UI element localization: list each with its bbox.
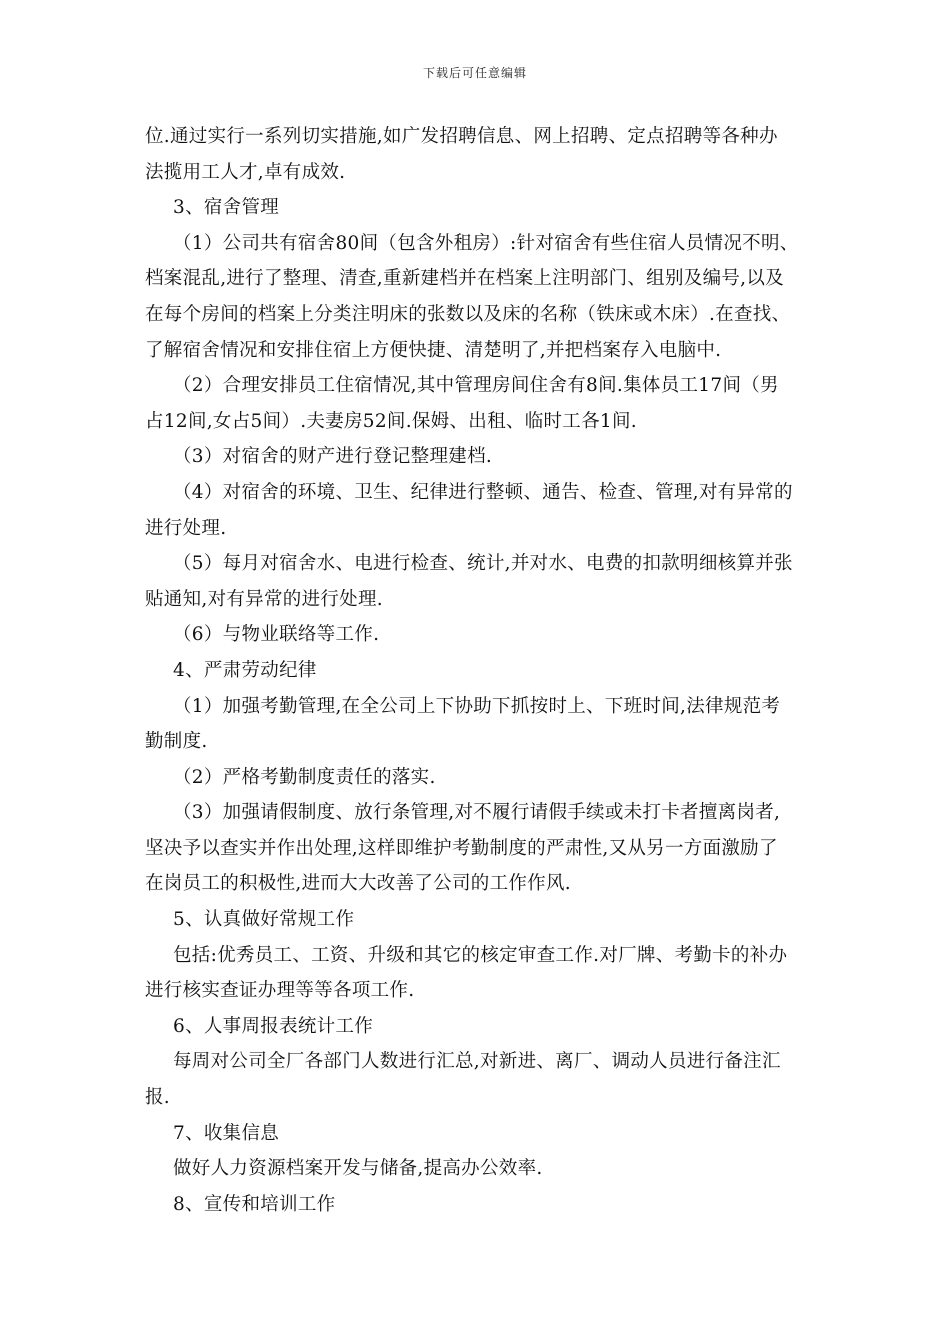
text-line: （3）加强请假制度、放行条管理,对不履行请假手续或未打卡者擅离岗者, [173,802,781,824]
text-line: （2）合理安排员工住宿情况,其中管理房间住舍有8间.集体员工17间（男 [173,375,779,397]
text-line: 进行核实查证办理等等各项工作. [145,980,415,1002]
text-line: （3）对宿舍的财产进行登记整理建档. [173,446,493,468]
text-line: 勤制度. [145,731,208,753]
section-heading: 6、人事周报表统计工作 [173,1015,374,1037]
text-line: （4）对宿舍的环境、卫生、纪律进行整顿、通告、检查、管理,对有异常的 [173,481,793,503]
text-line: 报. [145,1087,170,1109]
section-heading: 4、严肃劳动纪律 [173,659,317,681]
text-line: 进行处理. [145,517,227,539]
text-line: 了解宿舍情况和安排住宿上方便快捷、清楚明了,并把档案存入电脑中. [145,339,722,361]
text-line: 做好人力资源档案开发与储备,提高办公效率. [173,1158,543,1180]
text-line: 坚决予以查实并作出处理,这样即维护考勤制度的严肃性,又从另一方面激励了 [145,837,778,859]
text-line: 占12间,女占5间）.夫妻房52间.保姆、出租、临时工各1间. [145,410,637,432]
text-line: 在每个房间的档案上分类注明床的张数以及床的名称（铁床或木床）.在查找、 [145,303,791,325]
text-line: （1）公司共有宿舍80间（包含外租房）:针对宿舍有些住宿人员情况不明、 [173,232,799,254]
text-line: 位.通过实行一系列切实措施,如广发招聘信息、网上招聘、定点招聘等各种办 [145,126,778,147]
page-header-note: 下载后可任意编辑 [422,66,527,80]
text-line: 每周对公司全厂各部门人数进行汇总,对新进、离厂、调动人员进行备注汇 [173,1051,781,1073]
document-body [145,119,815,1222]
section-heading: 7、收集信息 [173,1122,280,1144]
text-line: （6）与物业联络等工作. [173,624,380,646]
section-heading: 5、认真做好常规工作 [173,909,355,931]
text-line: （5）每月对宿舍水、电进行检查、统计,并对水、电费的扣款明细核算并张 [173,553,793,575]
text-line: 档案混乱,进行了整理、清查,重新建档并在档案上注明部门、组别及编号,以及 [145,268,784,290]
text-line: 在岗员工的积极性,进而大大改善了公司的工作作风. [145,873,571,895]
text-line: （1）加强考勤管理,在全公司上下协助下抓按时上、下班时间,法律规范考 [173,695,781,717]
section-heading: 8、宣传和培训工作 [173,1193,336,1215]
text-line: （2）严格考勤制度责任的落实. [173,766,436,788]
text-line: 法揽用工人才,卓有成效. [145,161,346,183]
text-line: 包括:优秀员工、工资、升级和其它的核定审查工作.对厂牌、考勤卡的补办 [173,944,788,966]
text-line: 贴通知,对有异常的进行处理. [145,588,383,610]
section-heading: 3、宿舍管理 [173,197,280,219]
